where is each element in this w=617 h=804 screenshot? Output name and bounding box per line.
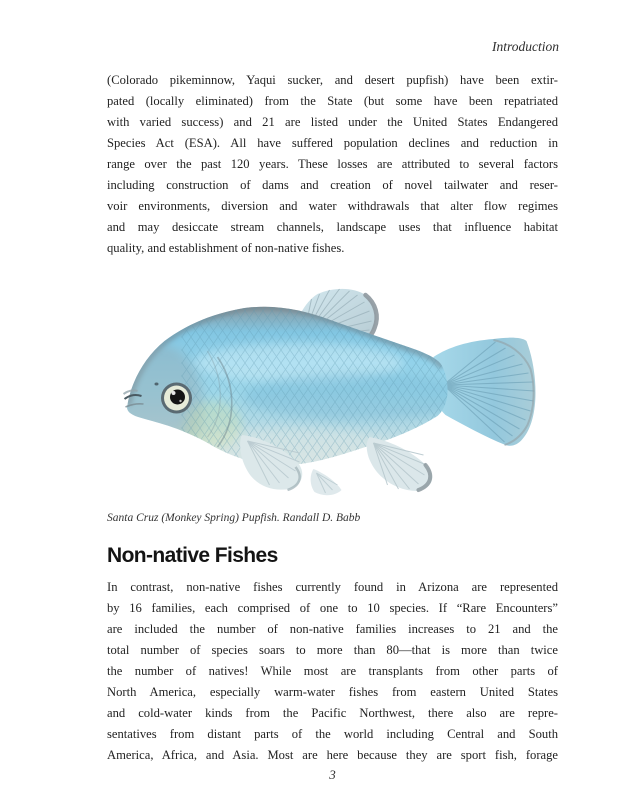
body-paragraph-1 xyxy=(107,70,558,259)
page-number: 3 xyxy=(329,767,336,782)
text-line: by 16 families, each comprised of one to 10 species. If “Rare Encounters” xyxy=(107,601,558,615)
text-line: are included the number of non-native families increases to 21 and the xyxy=(107,622,558,636)
text-line: the number of natives! While most are transplants from other parts of xyxy=(107,664,558,678)
text-line: America, Africa, and Asia. Most are here because they are sport fish, forage xyxy=(107,748,558,762)
running-header: Introduction xyxy=(492,39,559,54)
text-line: and cold-water kinds from the Pacific Northwest, there also are repre- xyxy=(107,706,558,720)
figure-caption: Santa Cruz (Monkey Spring) Pupfish. Randall D. Babb xyxy=(107,512,361,524)
body-paragraph-2 xyxy=(107,577,558,766)
fish-scales xyxy=(182,303,452,468)
fish-nostril xyxy=(155,383,159,386)
text-line: Species Act (ESA). All have suffered population declines and reduction in xyxy=(107,136,558,150)
text-line: including construction of dams and creation of novel tailwater and reser- xyxy=(107,178,558,192)
text-line: with varied success) and 21 are listed under the United States Endangered xyxy=(107,115,558,129)
fish-pelvic-fin xyxy=(311,469,342,495)
text-line: sentatives from distant parts of the world including Central and South xyxy=(107,727,558,741)
text-line: pated (locally eliminated) from the State (but some have been repatriated xyxy=(107,94,558,108)
text-line: voir environments, diversion and water withdrawals that alter flow regimes xyxy=(107,199,558,213)
pupfish-illustration xyxy=(123,285,542,497)
fish-figure xyxy=(123,285,542,497)
text-line: quality, and establishment of non-native fishes. xyxy=(107,241,345,255)
section-heading: Non-native Fishes xyxy=(107,544,278,567)
fish-eye xyxy=(161,383,192,414)
fish-anal-fin xyxy=(367,437,433,491)
text-line: range over the past 120 years. These losses are attributed to several factors xyxy=(107,157,558,171)
text-line: (Colorado pikeminnow, Yaqui sucker, and desert pupfish) have been extir- xyxy=(107,73,558,87)
text-line: and may desiccate stream channels, landscape uses that influence habitat xyxy=(107,220,558,234)
text-line: North America, especially warm-water fishes from eastern United States xyxy=(107,685,558,699)
text-line: total number of species soars to more than 80—that is more than twice xyxy=(107,643,558,657)
text-line: In contrast, non-native fishes currently found in Arizona are represented xyxy=(107,580,558,594)
